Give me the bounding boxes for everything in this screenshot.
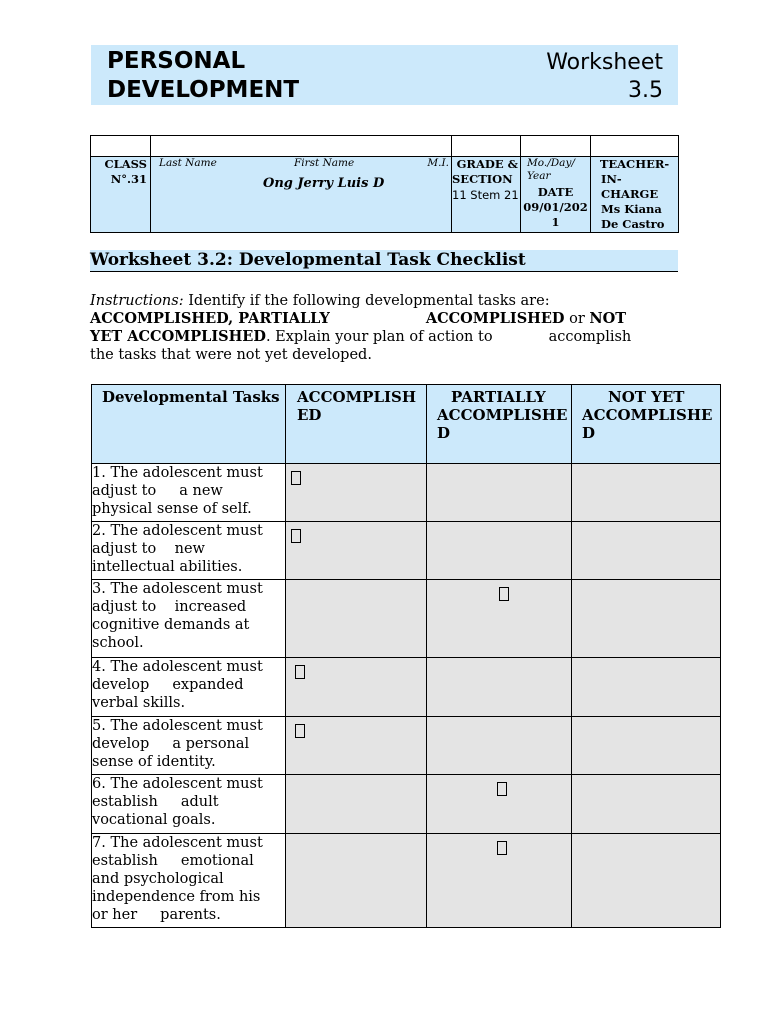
task-text-line: 6. The adolescent must — [92, 776, 263, 792]
worksheet-number-value: 3.5 — [628, 78, 663, 103]
task-text-line: adjust to new — [92, 541, 205, 557]
table-row — [92, 775, 721, 834]
status-cell-not-yet — [572, 775, 721, 834]
class-label: CLASS — [104, 157, 147, 171]
task-text-line: cognitive demands at — [92, 617, 250, 633]
header-not-line-3: D — [582, 424, 596, 442]
table-row — [92, 717, 721, 775]
status-cell-partially — [427, 580, 572, 658]
header-not-yet — [572, 385, 721, 464]
header-part-line-2: ACCOMPLISHE — [437, 406, 568, 424]
task-cell — [92, 580, 286, 658]
checkbox-mark-icon — [291, 471, 301, 485]
task-text-line: school. — [92, 635, 144, 651]
task-cell — [92, 464, 286, 522]
info-main-row — [91, 157, 679, 233]
grade-label: GRADE & — [456, 157, 518, 171]
task-cell — [92, 834, 286, 928]
status-cell-accomplished — [286, 522, 427, 580]
status-cell-not-yet — [572, 658, 721, 717]
teacher-name-2: De Castro — [601, 217, 665, 231]
status-cell-accomplished — [286, 580, 427, 658]
task-text-line: 1. The adolescent must — [92, 465, 263, 481]
task-text-line: or her parents. — [92, 907, 221, 923]
status-cell-not-yet — [572, 522, 721, 580]
status-cell-partially — [427, 658, 572, 717]
status-cell-not-yet — [572, 580, 721, 658]
option-accomplished-partially: ACCOMPLISHED, PARTIALLY — [90, 310, 330, 327]
task-text-line: verbal skills. — [92, 695, 186, 711]
task-text-line: adjust to a new — [92, 483, 223, 499]
developmental-task-table — [91, 384, 721, 928]
task-text-line: adjust to increased — [92, 599, 247, 615]
checkbox-mark-icon — [497, 841, 507, 855]
info-empty-cell — [452, 136, 521, 157]
task-text-line: and psychological — [92, 871, 224, 887]
option-not: NOT — [589, 310, 627, 327]
last-name-label: Last Name — [159, 157, 217, 169]
worksheet-label: Worksheet — [546, 50, 663, 75]
info-empty-cell — [91, 136, 151, 157]
table-row — [92, 580, 721, 658]
task-text-line: intellectual abilities. — [92, 559, 243, 575]
title-line-2: DEVELOPMENT — [107, 77, 300, 103]
class-cell — [91, 157, 151, 233]
teacher-label-2: IN-CHARGE — [601, 172, 659, 201]
header-partially — [427, 385, 572, 464]
task-text-line: 7. The adolescent must — [92, 835, 263, 851]
date-value: 09/01/202 — [523, 200, 588, 214]
date-cell — [521, 157, 591, 233]
header-accomplished — [286, 385, 427, 464]
mi-label: M.I. — [427, 157, 449, 169]
status-cell-not-yet — [572, 464, 721, 522]
task-cell — [92, 658, 286, 717]
header-not-line-1: NOT YET — [608, 388, 685, 406]
task-text-line: establish adult — [92, 794, 219, 810]
task-cell — [92, 775, 286, 834]
header-part-line-1: PARTIALLY — [451, 388, 546, 406]
checkbox-mark-icon — [497, 782, 507, 796]
task-text-line: establish emotional — [92, 853, 254, 869]
task-cell — [92, 522, 286, 580]
worksheet-number — [463, 49, 663, 105]
title-line-1: PERSONAL — [107, 48, 246, 74]
status-cell-accomplished — [286, 464, 427, 522]
task-text-line: 3. The adolescent must — [92, 581, 263, 597]
instructions-lead: Instructions: — [90, 293, 184, 309]
header-acc-line-1: ACCOMPLISH — [297, 388, 417, 406]
status-cell-partially — [427, 834, 572, 928]
first-name-label: First Name — [294, 157, 355, 169]
name-cell — [151, 157, 452, 233]
instructions-or: or — [564, 311, 590, 327]
task-text-line: develop expanded — [92, 677, 244, 693]
table-row — [92, 522, 721, 580]
task-text-line: 5. The adolescent must — [92, 718, 263, 734]
checkbox-mark-icon — [295, 665, 305, 679]
table-row — [92, 464, 721, 522]
header-developmental-tasks — [92, 385, 286, 464]
grade-section-cell — [452, 157, 521, 233]
instructions-text: Identify if the following developmental tasks are: — [183, 293, 550, 309]
instructions-text-3: accomplish — [548, 329, 632, 345]
status-cell-partially — [427, 717, 572, 775]
checkbox-mark-icon — [499, 587, 509, 601]
checkbox-mark-icon — [291, 529, 301, 543]
task-text-line: develop a personal — [92, 736, 250, 752]
status-cell-partially — [427, 464, 572, 522]
option-accomplished: ACCOMPLISHED — [425, 310, 565, 327]
date-value-wrap: 1 — [551, 215, 560, 229]
student-name: Ong Jerry Luis D — [263, 176, 385, 191]
status-cell-not-yet — [572, 834, 721, 928]
status-cell-partially — [427, 775, 572, 834]
header-part-line-3: D — [437, 424, 451, 442]
status-cell-accomplished — [286, 834, 427, 928]
status-cell-not-yet — [572, 717, 721, 775]
task-cell — [92, 717, 286, 775]
section-label: SECTION — [452, 172, 513, 186]
header-task-label: Developmental Tasks — [102, 388, 280, 406]
student-info-table — [90, 135, 679, 233]
teacher-name: Ms Kiana — [601, 202, 662, 216]
info-empty-cell — [521, 136, 591, 157]
date-format-label-year: Year — [527, 170, 551, 182]
header-not-line-2: ACCOMPLISHE — [582, 406, 713, 424]
task-text-line: physical sense of self. — [92, 501, 252, 517]
class-number: N°.31 — [110, 172, 147, 186]
date-format-label: Mo./Day/ — [527, 157, 575, 169]
grade-section-value: 11 Stem 21 — [452, 188, 519, 202]
date-label: DATE — [537, 185, 574, 199]
table-row — [92, 658, 721, 717]
teacher-label: TEACHER- — [599, 157, 670, 171]
status-cell-accomplished — [286, 658, 427, 717]
status-cell-accomplished — [286, 775, 427, 834]
task-text-line: sense of identity. — [92, 754, 216, 770]
table-row — [92, 834, 721, 928]
instructions — [90, 292, 680, 364]
header-acc-line-2: ED — [297, 406, 322, 424]
section-heading: Worksheet 3.2: Developmental Task Checklist — [90, 250, 678, 272]
checkbox-mark-icon — [295, 724, 305, 738]
task-text-line: 2. The adolescent must — [92, 523, 263, 539]
instructions-text-2: . Explain your plan of action to — [265, 329, 493, 345]
info-empty-cell — [591, 136, 679, 157]
instructions-text-4: the tasks that were not yet developed. — [90, 347, 372, 363]
status-cell-partially — [427, 522, 572, 580]
document-title — [107, 47, 407, 105]
info-empty-row — [91, 136, 679, 157]
task-text-line: 4. The adolescent must — [92, 659, 263, 675]
table-header-row — [92, 385, 721, 464]
header-banner — [91, 45, 678, 105]
info-empty-cell — [151, 136, 452, 157]
status-cell-accomplished — [286, 717, 427, 775]
task-text-line: independence from his — [92, 889, 261, 905]
teacher-cell — [591, 157, 679, 233]
task-text-line: vocational goals. — [92, 812, 216, 828]
option-yet-accomplished: YET ACCOMPLISHED — [90, 328, 266, 345]
